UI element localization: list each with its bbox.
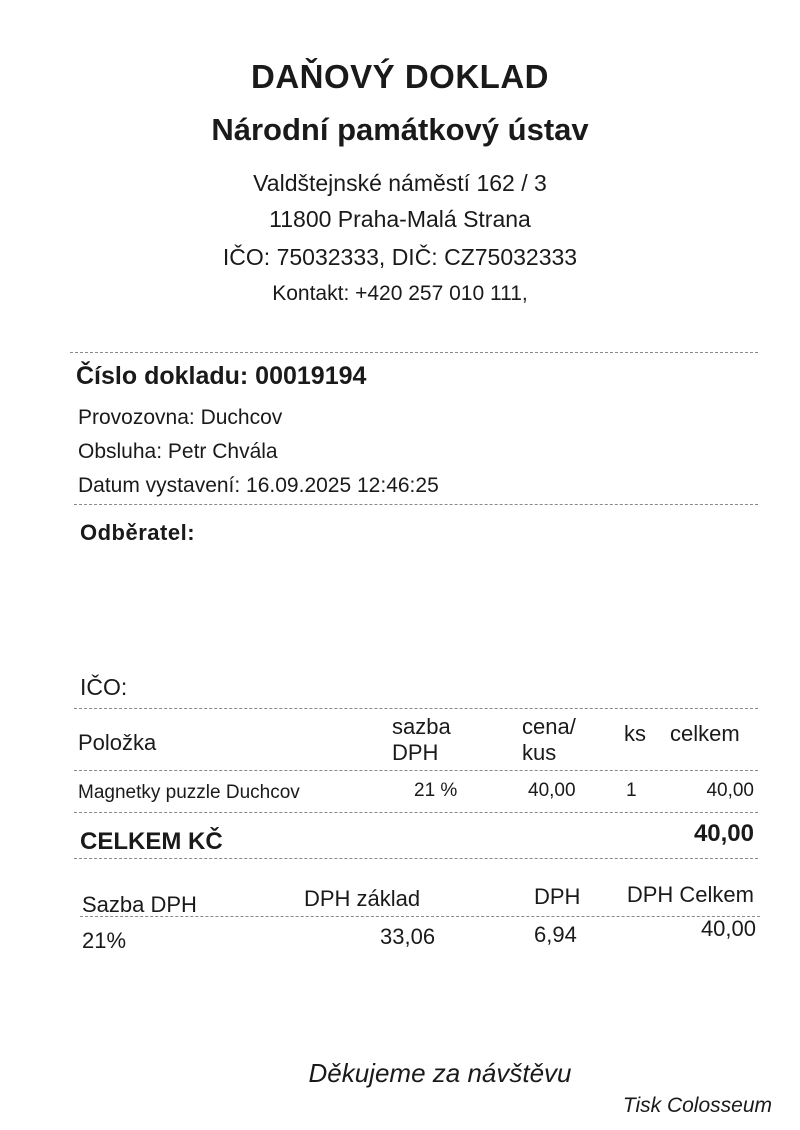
vat-amount-value: 6,94 xyxy=(534,922,577,947)
item-unit-price: 40,00 xyxy=(528,780,576,801)
vat-header-base: DPH základ xyxy=(304,886,421,911)
divider xyxy=(74,770,758,771)
column-header-vat-rate xyxy=(392,714,451,766)
staff-name: Obsluha: Petr Chvála xyxy=(78,440,278,463)
thank-you-message: Děkujeme za návštěvu xyxy=(308,1058,572,1088)
company-ids: IČO: 75032333, DIČ: CZ75032333 xyxy=(222,244,578,270)
grand-total-value: 40,00 xyxy=(693,820,754,847)
vat-rate-value: 21% xyxy=(82,928,127,953)
organization-name: Národní památkový ústav xyxy=(211,112,589,147)
column-header-unit-price-line2: kus xyxy=(522,740,557,765)
issue-date: Datum vystavení: 16.09.2025 12:46:25 xyxy=(78,474,439,497)
document-title: DAŇOVÝ DOKLAD xyxy=(250,58,549,95)
establishment: Provozovna: Duchcov xyxy=(78,406,283,429)
customer-label: Odběratel: xyxy=(80,520,196,545)
column-header-vat-rate-line2: DPH xyxy=(392,740,439,765)
printer-label: Tisk Colosseum xyxy=(622,1094,772,1117)
divider xyxy=(70,352,758,353)
item-vat-rate: 21 % xyxy=(414,780,458,801)
item-quantity: 1 xyxy=(626,780,637,801)
divider xyxy=(74,504,758,505)
grand-total-label: CELKEM KČ xyxy=(80,828,223,855)
vat-header-vat: DPH xyxy=(534,884,581,909)
document-number: Číslo dokladu: 00019194 xyxy=(76,362,367,390)
customer-ico: IČO: xyxy=(80,674,128,700)
vat-base-value: 33,06 xyxy=(380,924,436,949)
divider xyxy=(80,916,760,917)
contact-info: Kontakt: +420 257 010 111, xyxy=(272,282,528,305)
address-line-2: 11800 Praha-Malá Strana xyxy=(269,206,531,232)
column-header-unit-price-line1: cena/ xyxy=(522,714,576,739)
column-header-qty: ks xyxy=(624,721,646,746)
column-header-unit-price xyxy=(522,714,576,766)
divider xyxy=(74,858,758,859)
address-line-1: Valdštejnské náměstí 162 / 3 xyxy=(253,170,547,196)
vat-total-value: 40,00 xyxy=(700,916,756,941)
column-header-item: Položka xyxy=(78,730,157,755)
column-header-total: celkem xyxy=(670,721,740,746)
column-header-vat-rate-line1: sazba xyxy=(392,714,451,739)
item-name: Magnetky puzzle Duchcov xyxy=(78,782,300,803)
divider xyxy=(74,812,758,813)
divider xyxy=(74,708,758,709)
vat-header-total: DPH Celkem xyxy=(626,882,754,907)
item-total: 40,00 xyxy=(706,780,754,801)
vat-header-rate: Sazba DPH xyxy=(82,892,197,917)
